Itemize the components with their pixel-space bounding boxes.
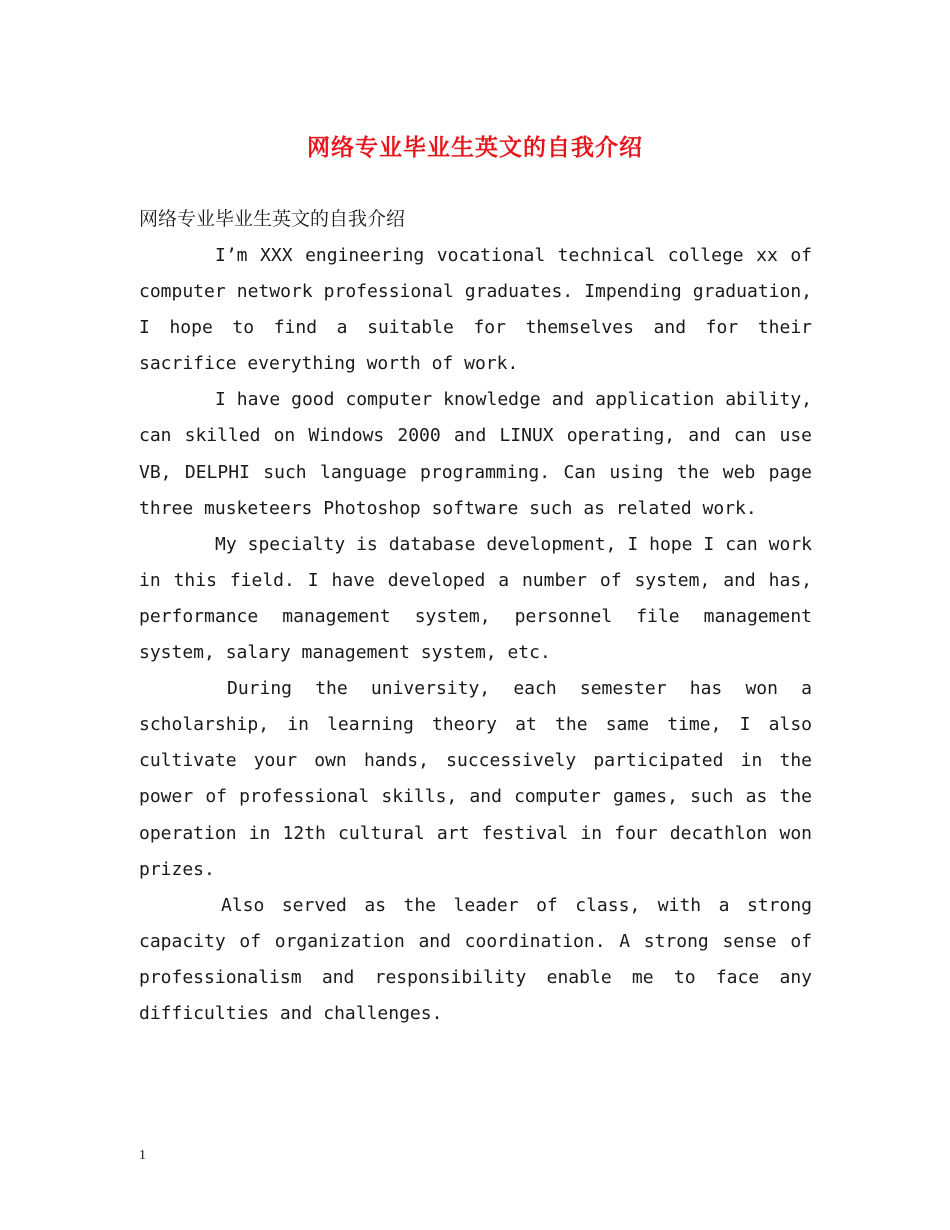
document-body <box>139 200 812 1032</box>
paragraph-university: During the university, each semester has won a scholarship, in learning theory at the same time, I also cultivate your own hands, successively participated in the power of professional skills, and computer games, such as the operation in 12th cultural art festival in four decathlon won prizes. <box>139 678 812 880</box>
paragraph-leadership: Also served as the leader of class, with a strong capacity of organization and coordination. A strong sense of professionalism and responsibility enable me to face any difficulties and challenges. <box>139 894 812 1024</box>
page-number: 1 <box>139 1148 146 1163</box>
document-subtitle: 网络专业毕业生英文的自我介绍 <box>139 208 406 230</box>
paragraph-intro: I’m XXX engineering vocational technical college xx of computer network professional graduates. Impending graduation, I hope to find a suitable for themselves and for their sacrifice everything worth of work. <box>139 245 812 375</box>
paragraph-skills: I have good computer knowledge and application ability, can skilled on Windows 2000 and LINUX operating, and can use VB, DELPHI such language programming. Can using the web page three musketeers Photoshop software such as related work. <box>139 389 812 519</box>
paragraph-specialty: My specialty is database development, I hope I can work in this field. I have developed a number of system, and has, performance management system, personnel file management system, salary management system, etc. <box>139 533 812 664</box>
document-title: 网络专业毕业生英文的自我介绍 <box>307 134 643 161</box>
